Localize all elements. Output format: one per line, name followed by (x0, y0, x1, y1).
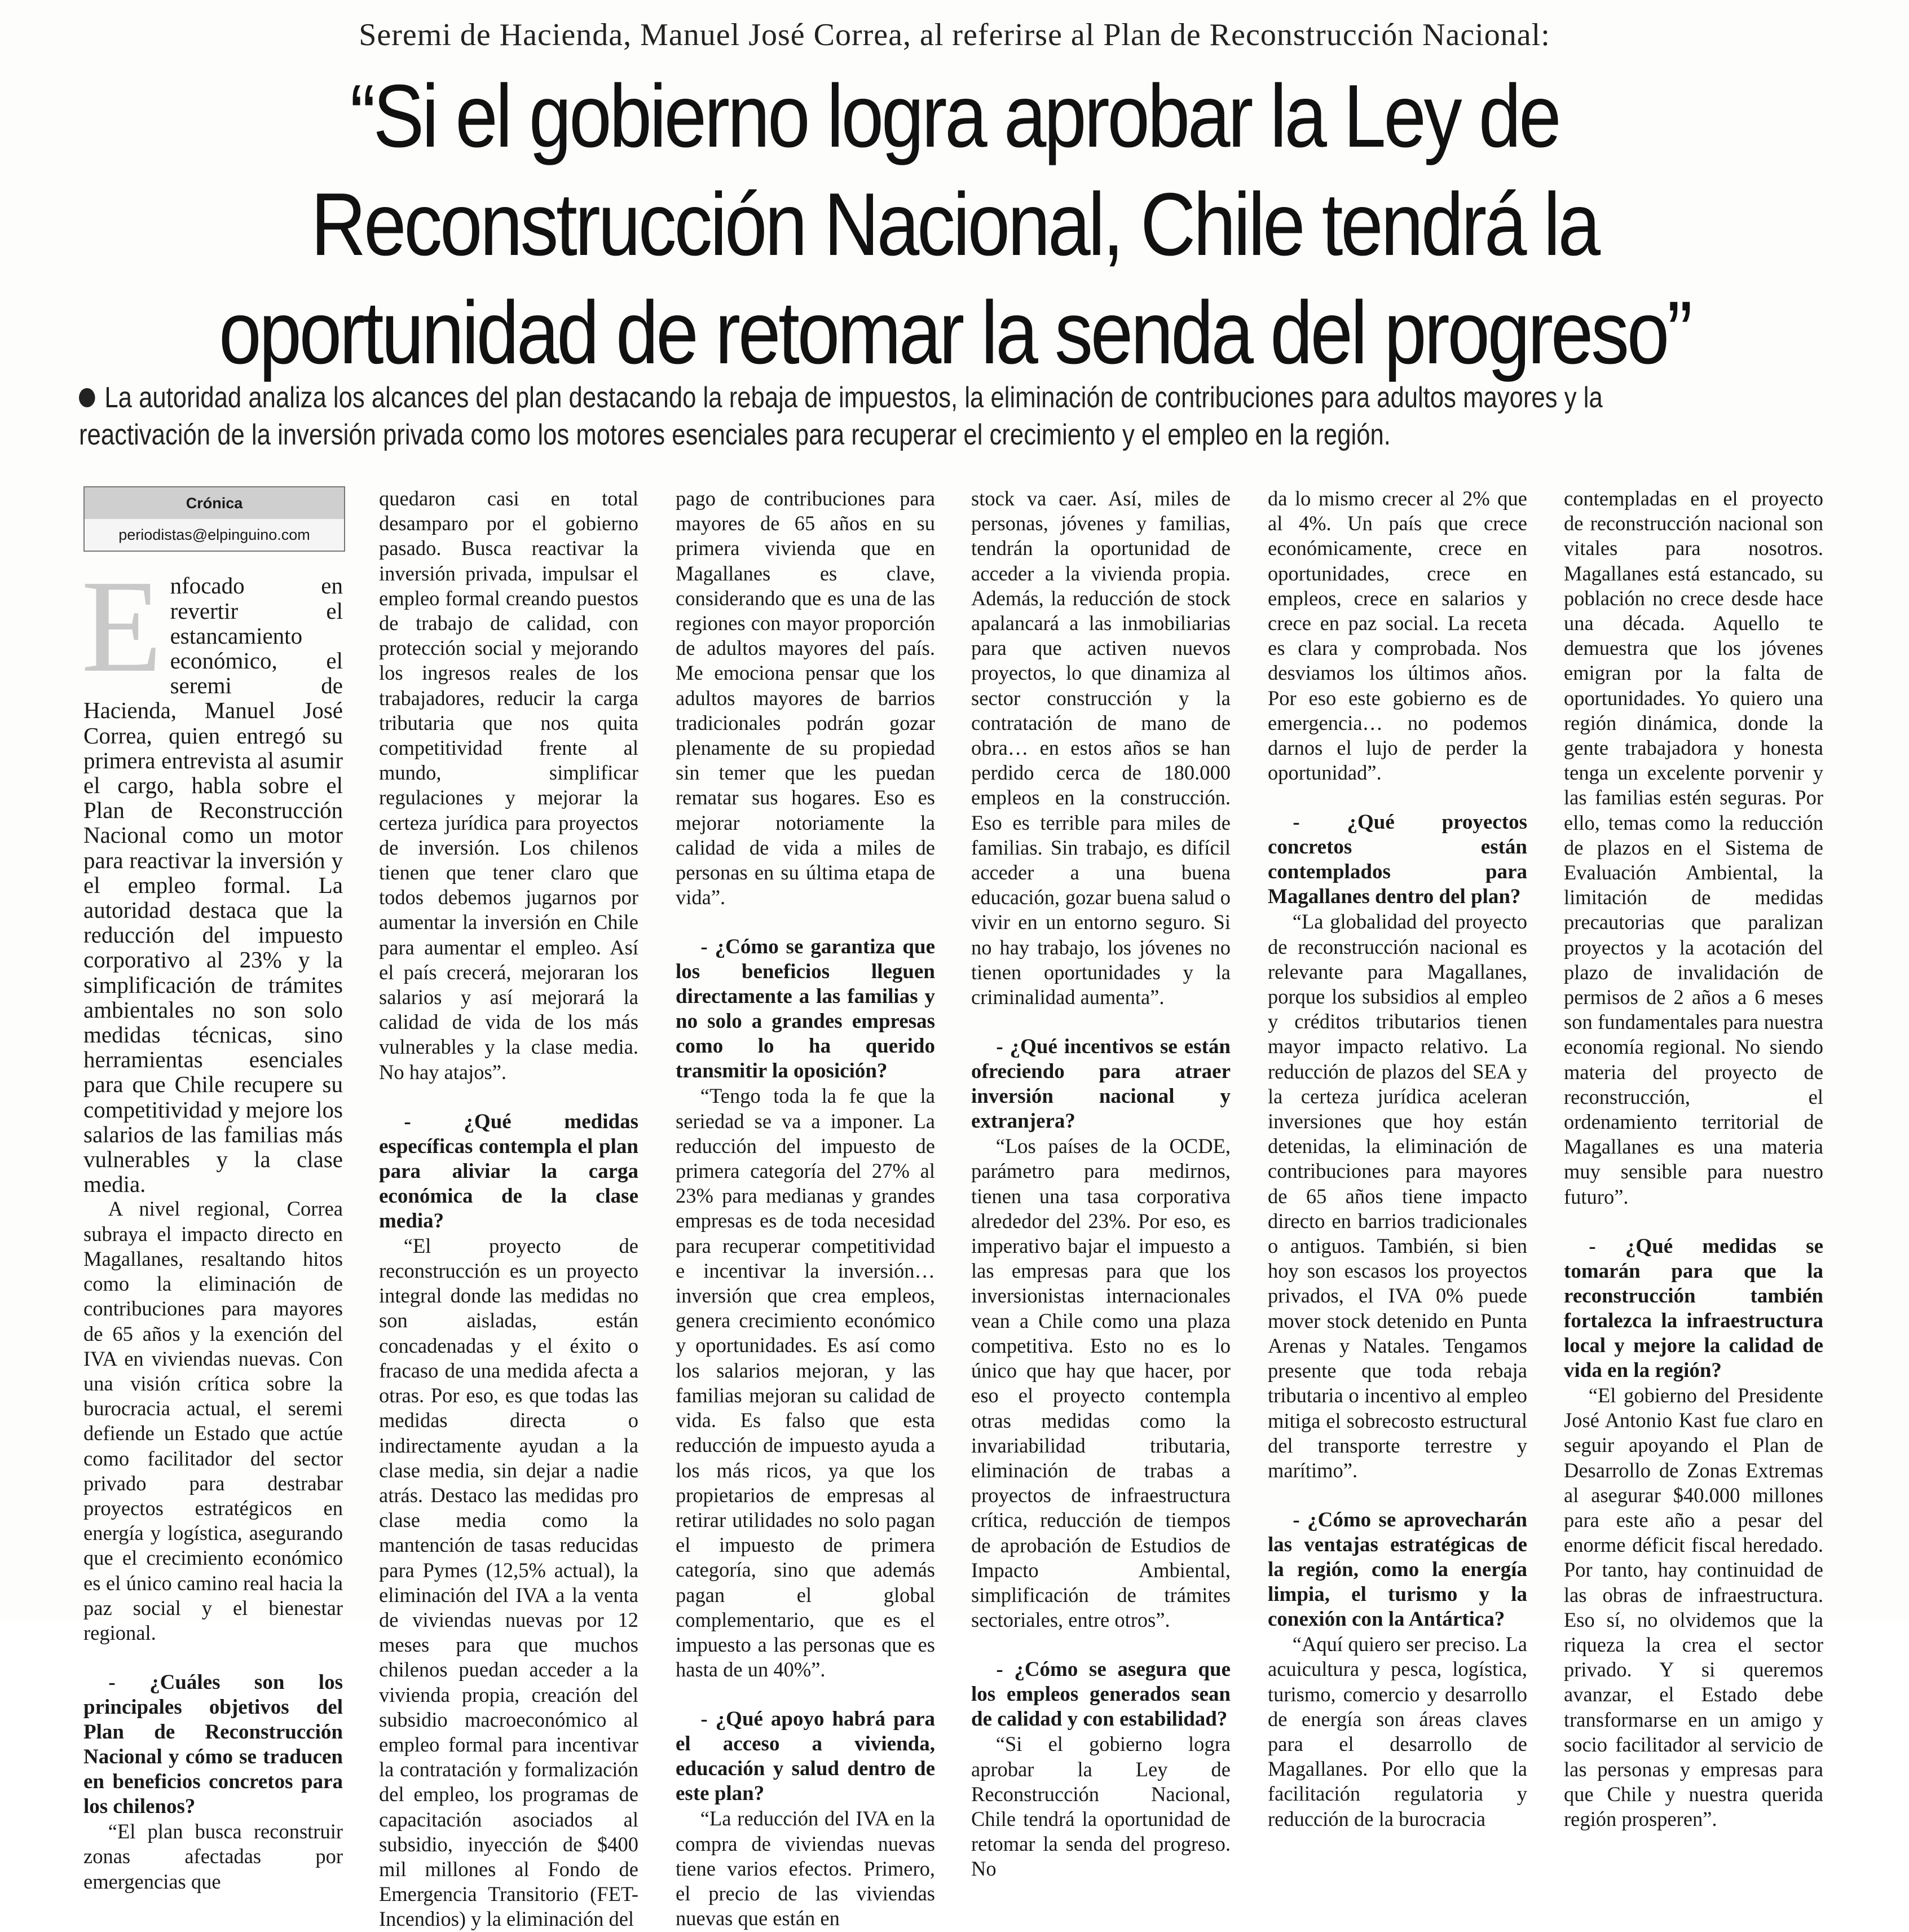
interview-question: - ¿Qué proyectos concretos están contemplados para Magallanes dentro del plan? (1268, 811, 1527, 909)
paragraph: stock va caer. Así, miles de personas, jóvenes y familias, tendrán la oportunidad de acceder a la vivienda propia. Además, la reducción de stock apalancará a las inmobiliarias para que activen nuevos proyectos, lo que dinamiza al sector construcción y la contratación de mano de obra… en estos años se han perdido cerca de 180.000 empleos en la construcción. Eso es terrible para miles de familias. Sin trabajo, es difícil acceder a una buena educación, gozar buena salud o vivir en un entorno seguro. Si no hay trabajo, los jóvenes no tienen oportunidades y la criminalidad aumenta”. (971, 487, 1231, 1009)
paragraph: “Tengo toda la fe que la seriedad se va a imponer. La reducción del impuesto de primera categoría del 27% al 23% para medianas y grandes empresas es de toda necesidad para recuperar competitividad e incentivar la inversión… inversión que crea empleos, genera crecimiento económico y oportunidades. Es así como los salarios mejoran, y las familias mejoran su calidad de vida. Es falso que esta reducción de impuesto ayuda a los más ricos, ya que los propietarios de empresas al retirar utilidades no solo pagan el impuesto de primera categoría, sino que además pagan el global complementario, que es el impuesto a las personas que es hasta de un 40%”. (676, 1084, 935, 1682)
paragraph: “Los países de la OCDE, parámetro para medirnos, tienen una tasa corporativa alrededor del 23%. Por eso, es imperativo bajar el impuesto a las empresas para que los inversionistas internacionales vean a Chile como una plaza competitiva. Esto no es lo único que hay que hacer, por eso el proyecto contempla otras medidas como la invariabilidad tributaria, eliminación de trabas a proyectos de infraestructura crítica, reducción de tiempos de aprobación de Estudios de Impacto Ambiental, simplificación de trámites sectoriales, entre otros”. (971, 1134, 1231, 1632)
interview-question: - ¿Cómo se asegura que los empleos generados sean de calidad y con estabilidad? (971, 1658, 1231, 1731)
headline-line: Reconstrucción Nacional, Chile tendrá la (311, 175, 1598, 274)
byline-box (83, 486, 345, 552)
paragraph: “Si el gobierno logra aprobar la Ley de Reconstrucción Nacional, Chile tendrá la oportunidad de retomar la senda del progreso. No (971, 1732, 1231, 1881)
column-4 (971, 486, 1231, 1881)
column-5 (1268, 486, 1527, 1830)
paragraph: “La reducción del IVA en la compra de viviendas nuevas tiene varios efectos. Primero, el precio de las viviendas nuevas que están en (676, 1807, 935, 1930)
interview-question: - ¿Cómo se garantiza que los beneficios lleguen directamente a las familias y no solo a grandes empresas como lo ha querido transmitir la oposición? (676, 935, 935, 1083)
paragraph: pago de contribuciones para mayores de 65 años en su primera vivienda que en Magallanes es clave, considerando que es una de las regiones con mayor proporción de adultos mayores del país. Me emociona pensar que los adultos mayores de barrios tradicionales podrán gozar plenamente de su propiedad sin temer que les puedan rematar sus hogares. Eso es mejorar notoriamente la calidad de vida a miles de personas en su última etapa de vida”. (676, 487, 935, 909)
paragraph (81, 553, 343, 1198)
paragraph: A nivel regional, Correa subraya el impacto directo en Magallanes, resaltando hitos como la eliminación de contribuciones para mayores de 65 años y la exención del IVA en viviendas nuevas. Con una visión crítica sobre la burocracia actual, el seremi defiende un Estado que actúe como facilitador del sector privado para destrabar proyectos estratégicos en energía y logística, asegurando que el crecimiento económico es el único camino real hacia la paz social y el bienestar regional. (83, 1197, 343, 1644)
paragraph: contempladas en el proyecto de reconstrucción nacional son vitales para nosotros. Magallanes está estancado, su población no crece desde hace una década. Aquello te demuestra que los jóvenes emigran por la falta de oportunidades. Yo quiero una región dinámica, donde la gente trabajadora y honesta tenga un excelente porvenir y las familias estén seguras. Por ello, temas como la reducción de plazos en el Sistema de Evaluación Ambiental, la limitación de medidas precautorias que paralizan proyectos y la acotación del plazo de invalidación de permisos de 2 años a 6 meses son fundamentales para nuestra economía regional. No siendo materia del proyecto de reconstrucción, el ordenamiento territorial de Magallanes es una materia muy sensible para nuestro futuro”. (1564, 487, 1823, 1208)
lead-line (79, 416, 1576, 454)
paragraph: “La globalidad del proyecto de reconstrucción nacional es relevante para Magallanes, porque los subsidios al empleo y créditos tributarios tienen mayor impacto relativo. La reducción de plazos del SEA y la certeza jurídica aceleran inversiones que hoy están detenidas, la eliminación de contribuciones para mayores de 65 años tiene impacto directo en barrios tradicionales o antiguos. También, si bien hoy son escasos los proyectos privados, el IVA 0% puede mover stock detenido en Punta Arenas y Natales. Tengamos presente que toda rebaja tributaria o incentivo al empleo mitiga el sobrecosto estructural del transporte terrestre y marítimo”. (1268, 910, 1527, 1482)
interview-question: - ¿Qué apoyo habrá para el acceso a vivienda, educación y salud dentro de este plan? (676, 1707, 935, 1806)
author-email: periodistas@elpinguino.com (85, 519, 344, 551)
headline-line: “Si el gobierno logra aprobar la Ley de (350, 67, 1559, 166)
interview-question: - ¿Qué medidas se tomarán para que la reconstrucción también fortalezca la infraestructura local y mejore la calidad de vida en la región? (1564, 1234, 1823, 1382)
drop-cap: E (81, 553, 162, 700)
column-6 (1564, 486, 1823, 1831)
paragraph: “El gobierno del Presidente José Antonio Kast fue claro en seguir apoyando el Plan de Desarrollo de Zonas Extremas al asegurar $40.000 millones para este año a pesar del enorme déficit fiscal heredado. Por tanto, hay continuidad de las obras de infraestructura. Eso sí, no olvidemos que la riqueza la crea el sector privado. Y si queremos avanzar, el Estado debe transformarse en un amigo y socio facilitador al servicio de las personas y empresas para que Chile y nuestra querida región prosperen”. (1564, 1383, 1823, 1831)
article-body (0, 486, 1909, 1931)
section-label: Crónica (85, 487, 344, 519)
interview-question: - ¿Qué medidas específicas contempla el plan para aliviar la carga económica de la clase media? (379, 1110, 638, 1233)
column-2 (379, 486, 638, 1931)
headline (163, 62, 1747, 387)
lead-paragraph (79, 379, 1861, 454)
bullet-icon (79, 388, 95, 407)
column-3 (676, 486, 935, 1930)
lead-line (79, 379, 1603, 416)
interview-question: - ¿Cuáles son los principales objetivos del Plan de Reconstrucción Nacional y cómo se traducen en beneficios concretos para los chilenos? (83, 1671, 343, 1819)
paragraph: da lo mismo crecer al 2% que al 4%. Un país que crece económicamente, crece en oportunidades, crece en empleos, crece en salarios y crece en paz social. La receta es clara y comprobada. Nos desviamos los últimos años. Por eso este gobierno es de emergencia… no podemos darnos el lujo de perder la oportunidad”. (1268, 487, 1527, 785)
headline-line: oportunidad de retomar la senda del progreso” (219, 283, 1690, 382)
kicker: Seremi de Hacienda, Manuel José Correa, al referirse al Plan de Reconstrucción Nacional: (359, 17, 1550, 52)
interview-question: - ¿Cómo se aprovecharán las ventajas estratégicas de la región, como la energía limpia, el turismo y la conexión con la Antártica? (1268, 1508, 1527, 1631)
paragraph: quedaron casi en total desamparo por el gobierno pasado. Busca reactivar la inversión privada, impulsar el empleo formal creando puestos de trabajo de calidad, con protección social y mejorando los ingresos reales de los trabajadores, reducir la carga tributaria que nos quita competitividad frente al mundo, simplificar regulaciones y mejorar la certeza jurídica para proyectos de inversión. Los chilenos tienen que tener claro que todos debemos jugarnos por aumentar la inversión en Chile para aumentar el empleo. Así el país crecerá, mejoraran los salarios y así mejorará la calidad de vida de los más vulnerables y la clase media. No hay atajos”. (379, 487, 638, 1084)
paragraph-text: nfocado en revertir el estancamiento económico, el seremi de Hacienda, Manuel José Correa, quien entregó su primera entrevista al asumir el cargo, habla sobre el Plan de Reconstrucción Nacional como un motor para reactivar la inversión y el empleo formal. La autoridad destaca que la reducción del impuesto corporativo al 23% y la simplificación de trámites ambientales no son solo medidas técnicas, sino herramientas esenciales para que Chile recupere su competitividad y mejore los salarios de las familias más vulnerables y la clase media. (83, 573, 343, 1198)
column-1 (81, 486, 343, 1893)
lead-text: La autoridad analiza los alcances del plan destacando la rebaja de impuestos, la eliminación de contribuciones para adultos mayores y la (104, 381, 1603, 414)
lead-text: reactivación de la inversión privada como los motores esenciales para recuperar el crecimiento y el empleo en la región. (79, 419, 1391, 451)
paragraph: “Aquí quiero ser preciso. La acuicultura y pesca, logística, turismo, comercio y desarrollo de energía son áreas claves para el desarrollo de Magallanes. Por ello que la facilitación regulatoria y reducción de la burocracia (1268, 1632, 1527, 1830)
interview-question: - ¿Qué incentivos se están ofreciendo para atraer inversión nacional y extranjera? (971, 1035, 1231, 1133)
paragraph: “El proyecto de reconstrucción es un proyecto integral donde las medidas no son aisladas, están concadenadas y el éxito o fracaso de una medida afecta a otras. Por eso, es que todas las medidas directa o indirectamente ayudan a la clase media, sin dejar a nadie atrás. Destaco las medidas pro clase media como la mantención de tasas reducidas para Pymes (12,5% actual), la eliminación del IVA a la venta de viviendas nuevas por 12 meses para que muchos chilenos puedan acceder a la vivienda propia, creación del subsidio macroeconómico al empleo formal para incentivar la contratación y formalización del empleo, los programas de capacitación asociados al subsidio, inyección de $400 mil millones al Fondo de Emergencia Transitorio (FET-Incendios) y la eliminación del (379, 1234, 638, 1931)
paragraph: “El plan busca reconstruir zonas afectadas por emergencias que (83, 1820, 343, 1893)
